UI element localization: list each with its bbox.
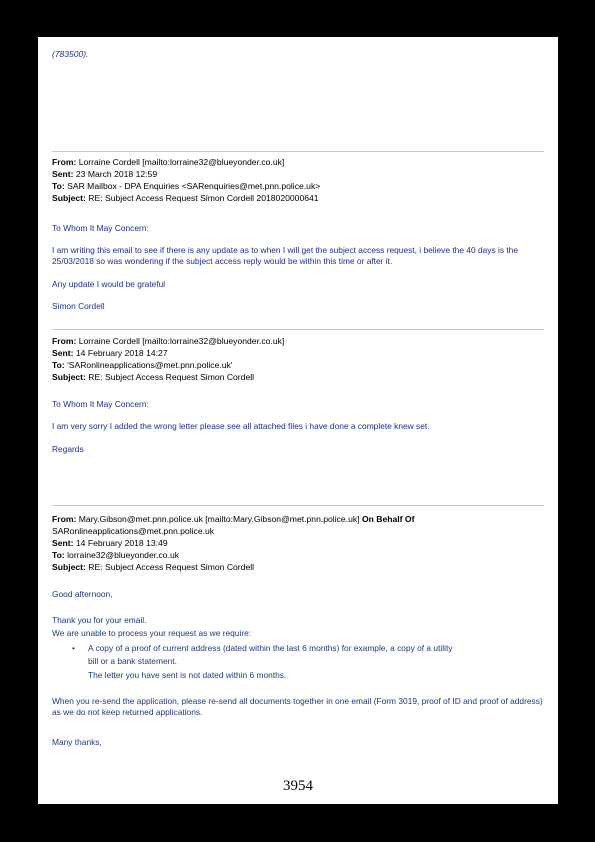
email-paragraph: I am very sorry I added the wrong letter please see all attached files i have done a complete knew set. — [52, 421, 430, 431]
separator-line — [52, 151, 544, 152]
bullet-icon: • — [72, 643, 75, 653]
sent-row: Sent: 14 February 2018 13:49 — [52, 538, 168, 548]
sent-row: Sent: 14 February 2018 14:27 — [52, 348, 168, 358]
from-row-continued: SARonlineapplications@met.pnn.police.uk — [52, 526, 215, 536]
email-header-2 — [52, 335, 544, 383]
list-item: • A copy of a proof of current address (dated within the last 6 months) for example, a copy of a utility bill or a bank statement. The letter you have sent is not dated within 6 months. — [72, 643, 453, 680]
subject-row: Subject: RE: Subject Access Request Simon Cordell — [52, 562, 255, 572]
subject-value: RE: Subject Access Request Simon Cordell — [88, 562, 255, 572]
subject-row: Subject: RE: Subject Access Request Simon Cordell — [52, 372, 255, 382]
email-paragraph: Any update I would be grateful — [52, 279, 166, 289]
reference-text: (783500). — [52, 49, 89, 59]
from-row: From: Lorraine Cordell [mailto:lorraine32@blueyonder.co.uk] — [52, 336, 285, 346]
from-value: Mary.Gibson@met.pnn.police.uk [mailto:Mary.Gibson@met.pnn.police.uk] — [78, 514, 360, 524]
email-signature: Simon Cordell — [52, 301, 105, 311]
separator-line — [52, 329, 544, 330]
page-number: 3954 — [283, 778, 313, 794]
sent-value: 23 March 2018 12:59 — [75, 169, 158, 179]
document-page — [38, 37, 558, 804]
on-behalf-label: On Behalf Of — [361, 514, 415, 524]
to-row: To: 'SARonlineapplications@met.pnn.police.uk' — [52, 360, 233, 370]
from-row: From: Mary.Gibson@met.pnn.police.uk [mailto:Mary.Gibson@met.pnn.police.uk] On Behalf Of — [52, 514, 415, 524]
to-value: 'SARonlineapplications@met.pnn.police.uk' — [67, 360, 233, 370]
sent-row: Sent: 23 March 2018 12:59 — [52, 169, 158, 179]
email-line: Thank you for your email. — [52, 615, 147, 625]
separator-line — [52, 505, 544, 506]
email-paragraph: When you re-send the application, please re-send all documents together in one email (Form 3019, proof of ID and proof of address) as we do not keep returned applications. — [52, 696, 543, 717]
to-row: To: lorraine32@blueyonder.co.uk — [52, 550, 180, 560]
to-row: To: SAR Mailbox - DPA Enquiries <SARenquiries@met.pnn.police.uk> — [52, 181, 321, 191]
email-greeting: To Whom It May Concern: — [52, 399, 149, 409]
subject-value: RE: Subject Access Request Simon Cordell 2018020000641 — [88, 193, 319, 203]
email-header-1 — [52, 156, 544, 204]
subject-value: RE: Subject Access Request Simon Cordell — [88, 372, 255, 382]
email-greeting: To Whom It May Concern: — [52, 223, 149, 233]
from-row: From: Lorraine Cordell [mailto:lorraine32@blueyonder.co.uk] — [52, 157, 285, 167]
from-value: Lorraine Cordell [mailto:lorraine32@blueyonder.co.uk] — [78, 336, 285, 346]
bullet-list — [52, 643, 546, 681]
email-closing: Regards — [52, 444, 84, 454]
sent-value: 14 February 2018 14:27 — [75, 348, 168, 358]
sent-value: 14 February 2018 13:49 — [75, 538, 168, 548]
email-paragraph: I am writing this email to see if there is any update as to when I will get the subject access request, i believe the 40 days is the 25/03/2018 so was wondering if the subject access reply would be within this time or after it. — [52, 245, 518, 266]
email-greeting: Good afternoon, — [52, 589, 113, 599]
to-value: lorraine32@blueyonder.co.uk — [67, 550, 180, 560]
email-closing: Many thanks, — [52, 737, 102, 747]
to-value: SAR Mailbox - DPA Enquiries <SARenquiries@met.pnn.police.uk> — [67, 181, 321, 191]
from-value: Lorraine Cordell [mailto:lorraine32@blueyonder.co.uk] — [78, 157, 285, 167]
subject-row: Subject: RE: Subject Access Request Simon Cordell 2018020000641 — [52, 193, 319, 203]
email-header-3 — [52, 513, 544, 573]
email-line: We are unable to process your request as we require: — [52, 628, 252, 638]
